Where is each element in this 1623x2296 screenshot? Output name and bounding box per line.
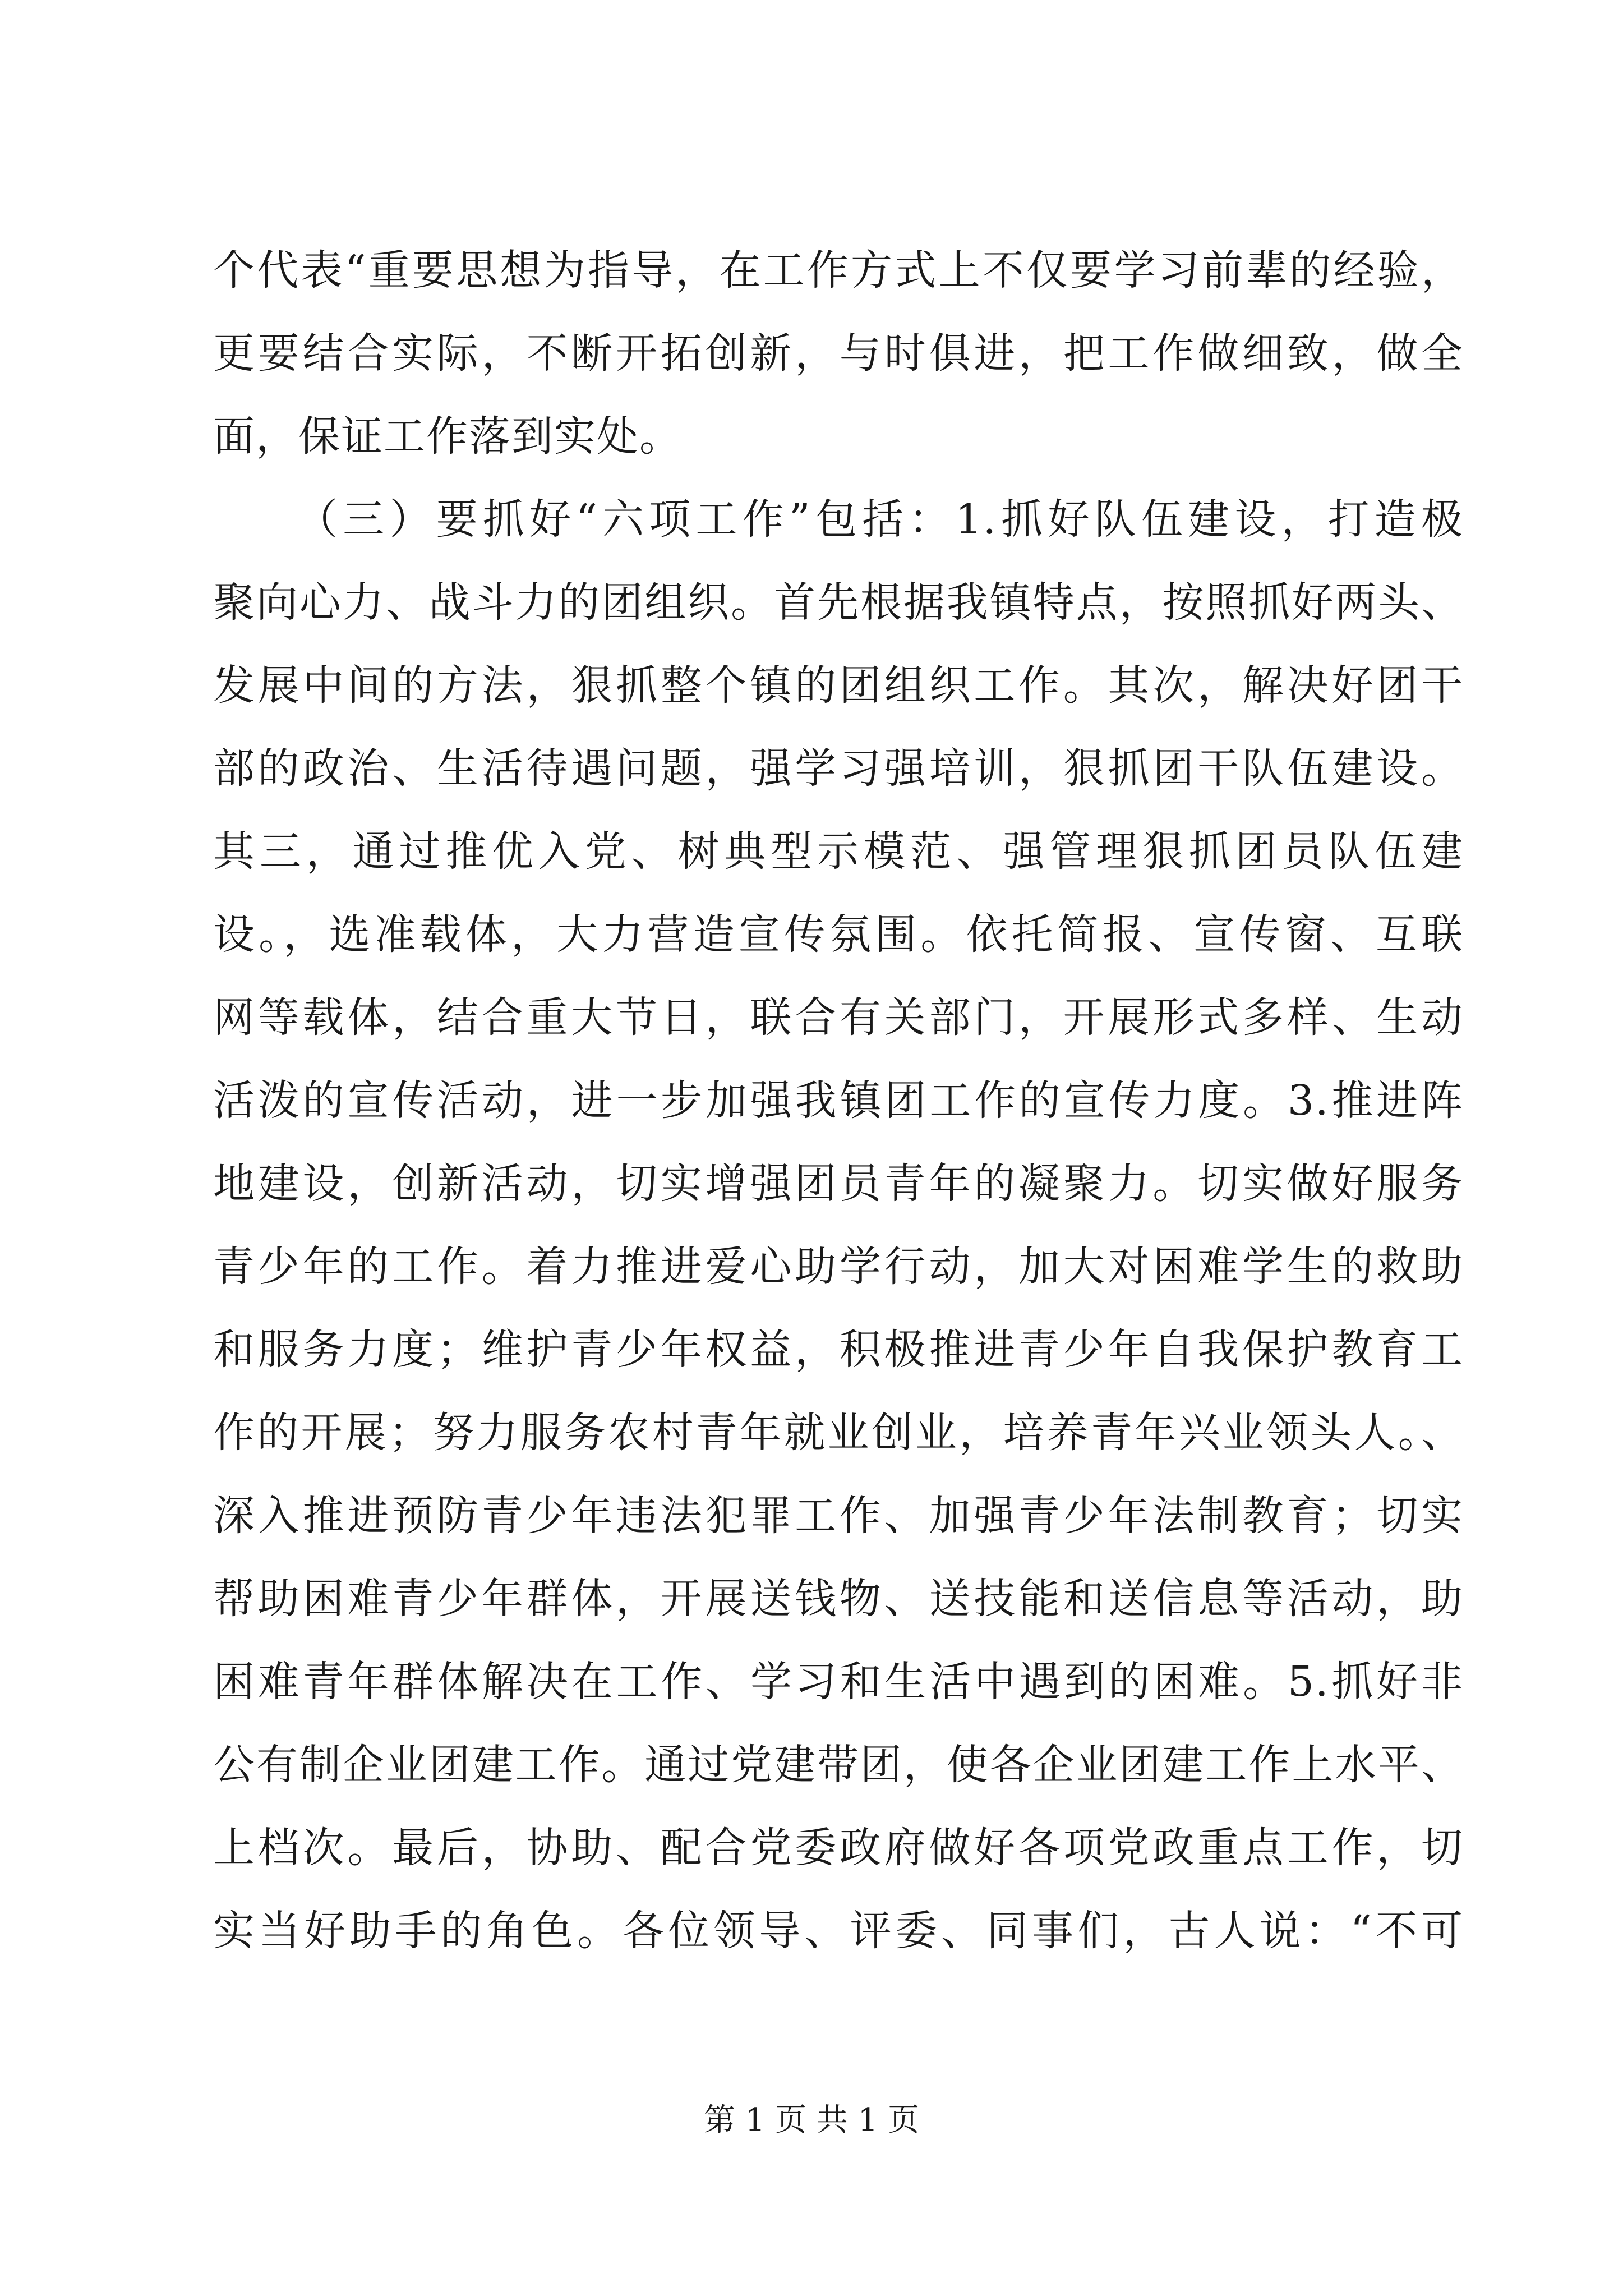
text-line: 深入推进预防青少年违法犯罪工作、加强青少年法制教育；切实 bbox=[213, 1492, 1464, 1540]
text-line: （三）要抓好“六项工作”包括：1.抓好队伍建设，打造极 bbox=[296, 495, 1464, 544]
text-line: 公有制企业团建工作。通过党建带团，使各企业团建工作上水平、 bbox=[213, 1741, 1464, 1789]
text-line: 地建设，创新活动，切实增强团员青年的凝聚力。切实做好服务 bbox=[213, 1159, 1464, 1208]
text-line: 网等载体，结合重大节日，联合有关部门，开展形式多样、生动 bbox=[213, 993, 1464, 1042]
text-line: 困难青年群体解决在工作、学习和生活中遇到的困难。5.抓好非 bbox=[213, 1658, 1464, 1706]
text-line: 帮助困难青少年群体，开展送钱物、送技能和送信息等活动，助 bbox=[213, 1575, 1464, 1623]
text-line: 聚向心力、战斗力的团组织。首先根据我镇特点，按照抓好两头、 bbox=[213, 578, 1464, 627]
text-line: 其三，通过推优入党、树典型示模范、强管理狠抓团员队伍建 bbox=[213, 827, 1464, 876]
body-text bbox=[213, 229, 1464, 1972]
text-line: 上档次。最后，协助、配合党委政府做好各项党政重点工作，切 bbox=[213, 1824, 1464, 1872]
text-line: 作的开展；努力服务农村青年就业创业，培养青年兴业领头人。、 bbox=[213, 1409, 1464, 1457]
text-line: 设。，选准载体，大力营造宣传氛围。依托简报、宣传窗、互联 bbox=[213, 910, 1464, 959]
text-line: 个代表“重要思想为指导，在工作方式上不仅要学习前辈的经验， bbox=[213, 246, 1464, 295]
text-line: 活泼的宣传活动，进一步加强我镇团工作的宣传力度。3.推进阵 bbox=[213, 1076, 1464, 1125]
text-line: 青少年的工作。着力推进爱心助学行动，加大对困难学生的救助 bbox=[213, 1243, 1464, 1291]
page-footer bbox=[0, 2098, 1623, 2143]
text-line: 和服务力度；维护青少年权益，积极推进青少年自我保护教育工 bbox=[213, 1326, 1464, 1374]
text-line: 实当好助手的角色。各位领导、评委、同事们，古人说：“不可 bbox=[213, 1907, 1464, 1955]
text-line: 发展中间的方法，狠抓整个镇的团组织工作。其次，解决好团干 bbox=[213, 661, 1464, 710]
page-number-label: 第 1 页 共 1 页 bbox=[703, 2102, 920, 2138]
text-line: 部的政治、生活待遇问题，强学习强培训，狠抓团干队伍建设。 bbox=[213, 744, 1464, 793]
text-line: 更要结合实际，不断开拓创新，与时俱进，把工作做细致，做全 bbox=[213, 329, 1464, 378]
text-line: 面，保证工作落到实处。 bbox=[213, 412, 682, 461]
